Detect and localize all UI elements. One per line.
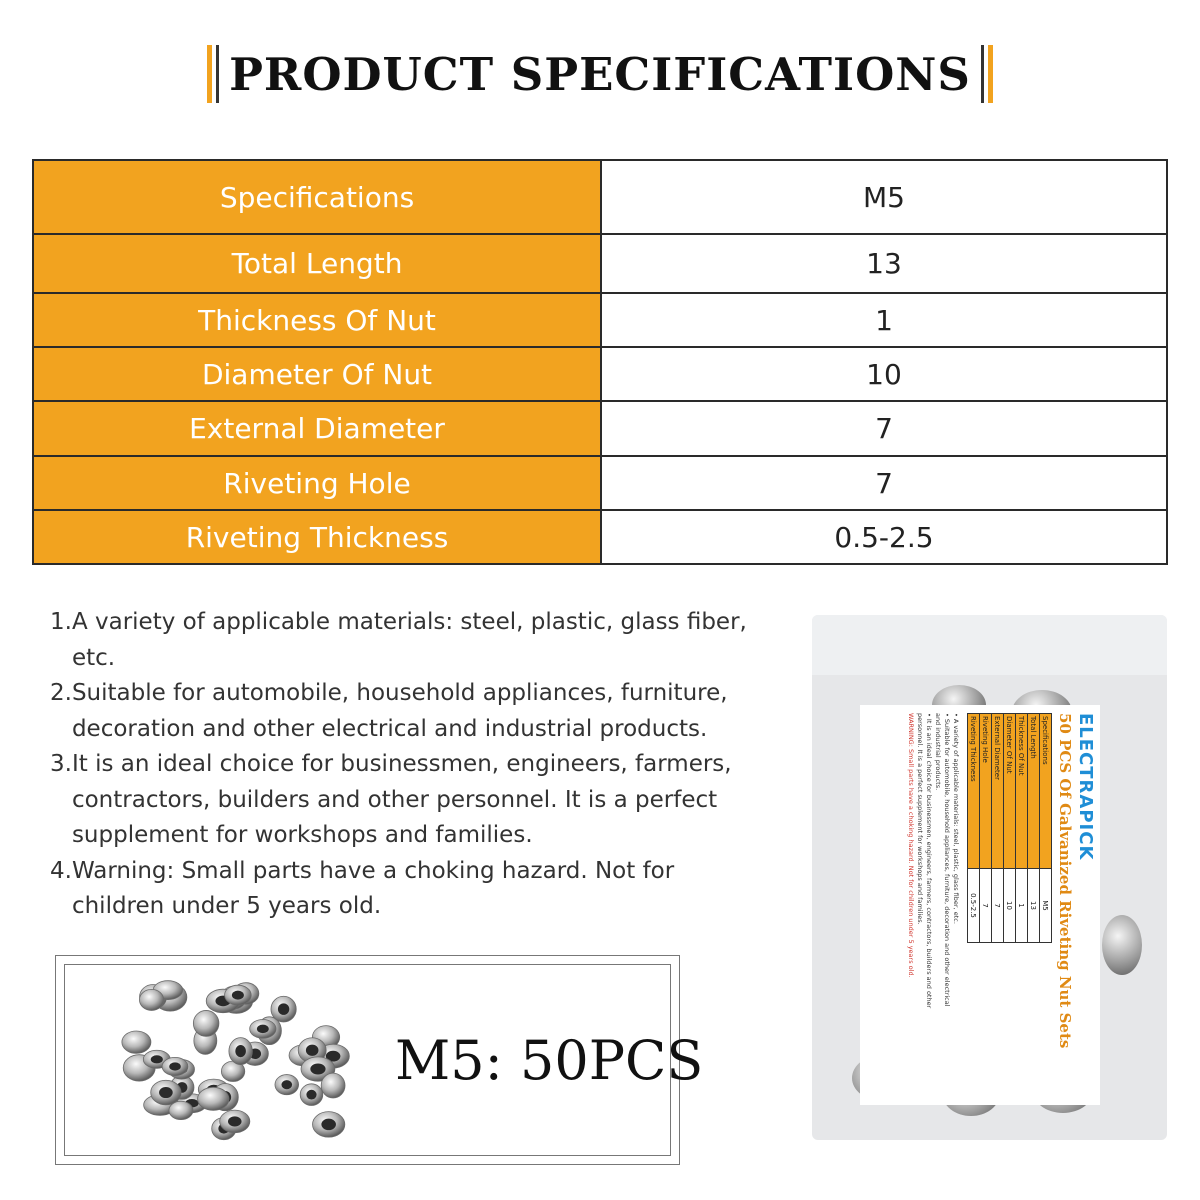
header (0, 42, 1200, 106)
spec-value: 7 (980, 869, 992, 943)
title-bar-right-dark (981, 45, 984, 103)
spec-key: Specifications (33, 160, 601, 234)
product-quantity-box-inner (64, 964, 704, 1156)
rivet-nut-hole (169, 1062, 181, 1070)
list-item (50, 854, 770, 925)
rivet-nut (198, 1087, 229, 1110)
spec-key: Total Length (33, 234, 601, 293)
spec-key: Riveting Hole (980, 714, 992, 869)
spec-value: 10 (601, 347, 1167, 401)
table-row (1028, 714, 1040, 943)
table-row (33, 160, 1167, 234)
bag-note: • A variety of applicable materials: steel, plastic, glass fiber, etc. (952, 713, 960, 924)
table-row (968, 714, 980, 943)
bag-label-title: 50 PCS Of Galvanized Riveting Nut Sets (1056, 713, 1074, 1049)
spec-value: 7 (601, 456, 1167, 510)
title-bar-right-accent (988, 45, 993, 103)
spec-key: Thickness Of Nut (1016, 714, 1028, 869)
spec-key: External Diameter (992, 714, 1004, 869)
spec-key: Riveting Thickness (968, 714, 980, 869)
rivet-nut-hole (228, 1116, 242, 1126)
spec-value: 1 (601, 293, 1167, 347)
rivet-nut-hole (306, 1090, 316, 1100)
product-quantity-box (55, 955, 704, 1165)
rivet-nut (122, 1031, 151, 1053)
page-title (207, 42, 993, 106)
rivet-nut (193, 1010, 219, 1036)
spec-key: Diameter Of Nut (33, 347, 601, 401)
spec-value: M5 (601, 160, 1167, 234)
spec-table (32, 159, 1168, 565)
bag-zip-seal (812, 615, 1167, 675)
spec-value: M5 (1040, 869, 1052, 943)
spec-value: 1 (1016, 869, 1028, 943)
rivet-nut-hole (232, 991, 244, 1000)
rivet-nut-hole (257, 1025, 269, 1033)
rivet-nut (169, 1101, 193, 1119)
bag-brand-logo: ELECTRAPICK (1075, 713, 1096, 861)
table-row (33, 510, 1167, 564)
feature-number: 4. (50, 857, 72, 884)
feature-text: Warning: Small parts have a choking hazard. Not for children under 5 years old. (71, 857, 675, 919)
spec-key: Total Length (1028, 714, 1040, 869)
title-bar-left-dark (216, 45, 219, 103)
spec-value: 7 (601, 401, 1167, 456)
spec-key: Thickness Of Nut (33, 293, 601, 347)
rivet-nuts-image (105, 965, 365, 1155)
feature-text: It is an ideal choice for businessmen, engineers, farmers, contractors, builders and other personnel. It is a perfect supplement for workshops and families. (71, 751, 732, 848)
feature-text: A variety of applicable materials: steel, plastic, glass fiber, etc. (71, 609, 747, 671)
product-quantity-label: M5: 50PCS (395, 1029, 704, 1092)
table-row (992, 714, 1004, 943)
table-row (33, 401, 1167, 456)
bag-nut (1102, 915, 1142, 975)
bag-label-rotated (860, 705, 1100, 1105)
feature-text: Suitable for automobile, household appliances, furniture, decoration and other electrical and industrial products. (71, 680, 728, 742)
spec-value: 0.5-2.5 (968, 869, 980, 943)
table-row (33, 234, 1167, 293)
table-row (980, 714, 992, 943)
bag-spec-table (967, 713, 1052, 943)
rivet-nut-hole (321, 1119, 336, 1130)
rivet-nut-hole (159, 1087, 173, 1098)
title-bar-left-accent (207, 45, 212, 103)
spec-value: 13 (601, 234, 1167, 293)
spec-value: 7 (992, 869, 1004, 943)
rivet-nut-hole (310, 1064, 325, 1075)
bag-note: • Suitable for automobile, household appliances, furniture, decoration and other electrical and industrial products. (934, 713, 951, 1007)
bag-note: • It is an ideal choice for businessmen, engineers, farmers, contractors, builders and other personnel. It is a perfect supplement for workshops and families. (916, 713, 933, 1009)
feature-number: 3. (50, 751, 72, 777)
spec-key: Specifications (1040, 714, 1052, 869)
rivet-nut (321, 1073, 345, 1098)
feature-list (50, 605, 770, 925)
bag-label-card (860, 705, 1100, 1105)
spec-key: Diameter Of Nut (1004, 714, 1016, 869)
list-item (50, 605, 770, 676)
bag-label-notes (906, 713, 960, 1013)
feature-number: 2. (50, 680, 72, 706)
rivet-nut-hole (306, 1045, 319, 1056)
feature-number: 1. (50, 609, 72, 635)
spec-key: Riveting Hole (33, 456, 601, 510)
table-row (1040, 714, 1052, 943)
rivet-nut-hole (281, 1080, 292, 1089)
table-row (1004, 714, 1016, 943)
spec-value: 13 (1028, 869, 1040, 943)
list-item (50, 676, 770, 747)
rivet-nut (139, 989, 163, 1010)
list-item (50, 747, 770, 854)
rivet-nut-hole (235, 1045, 246, 1057)
table-row (33, 456, 1167, 510)
spec-key: External Diameter (33, 401, 601, 456)
bag-warning: WARNING: Small parts have a choking hazard. Not for children under 5 years old. (907, 713, 915, 978)
table-row (33, 347, 1167, 401)
rivet-nut-hole (278, 1003, 289, 1015)
spec-value: 0.5-2.5 (601, 510, 1167, 564)
rivet-nut-hole (151, 1055, 163, 1063)
table-row (1016, 714, 1028, 943)
spec-key: Riveting Thickness (33, 510, 601, 564)
spec-value: 10 (1004, 869, 1016, 943)
page-title-text: PRODUCT SPECIFICATIONS (229, 47, 971, 101)
table-row (33, 293, 1167, 347)
